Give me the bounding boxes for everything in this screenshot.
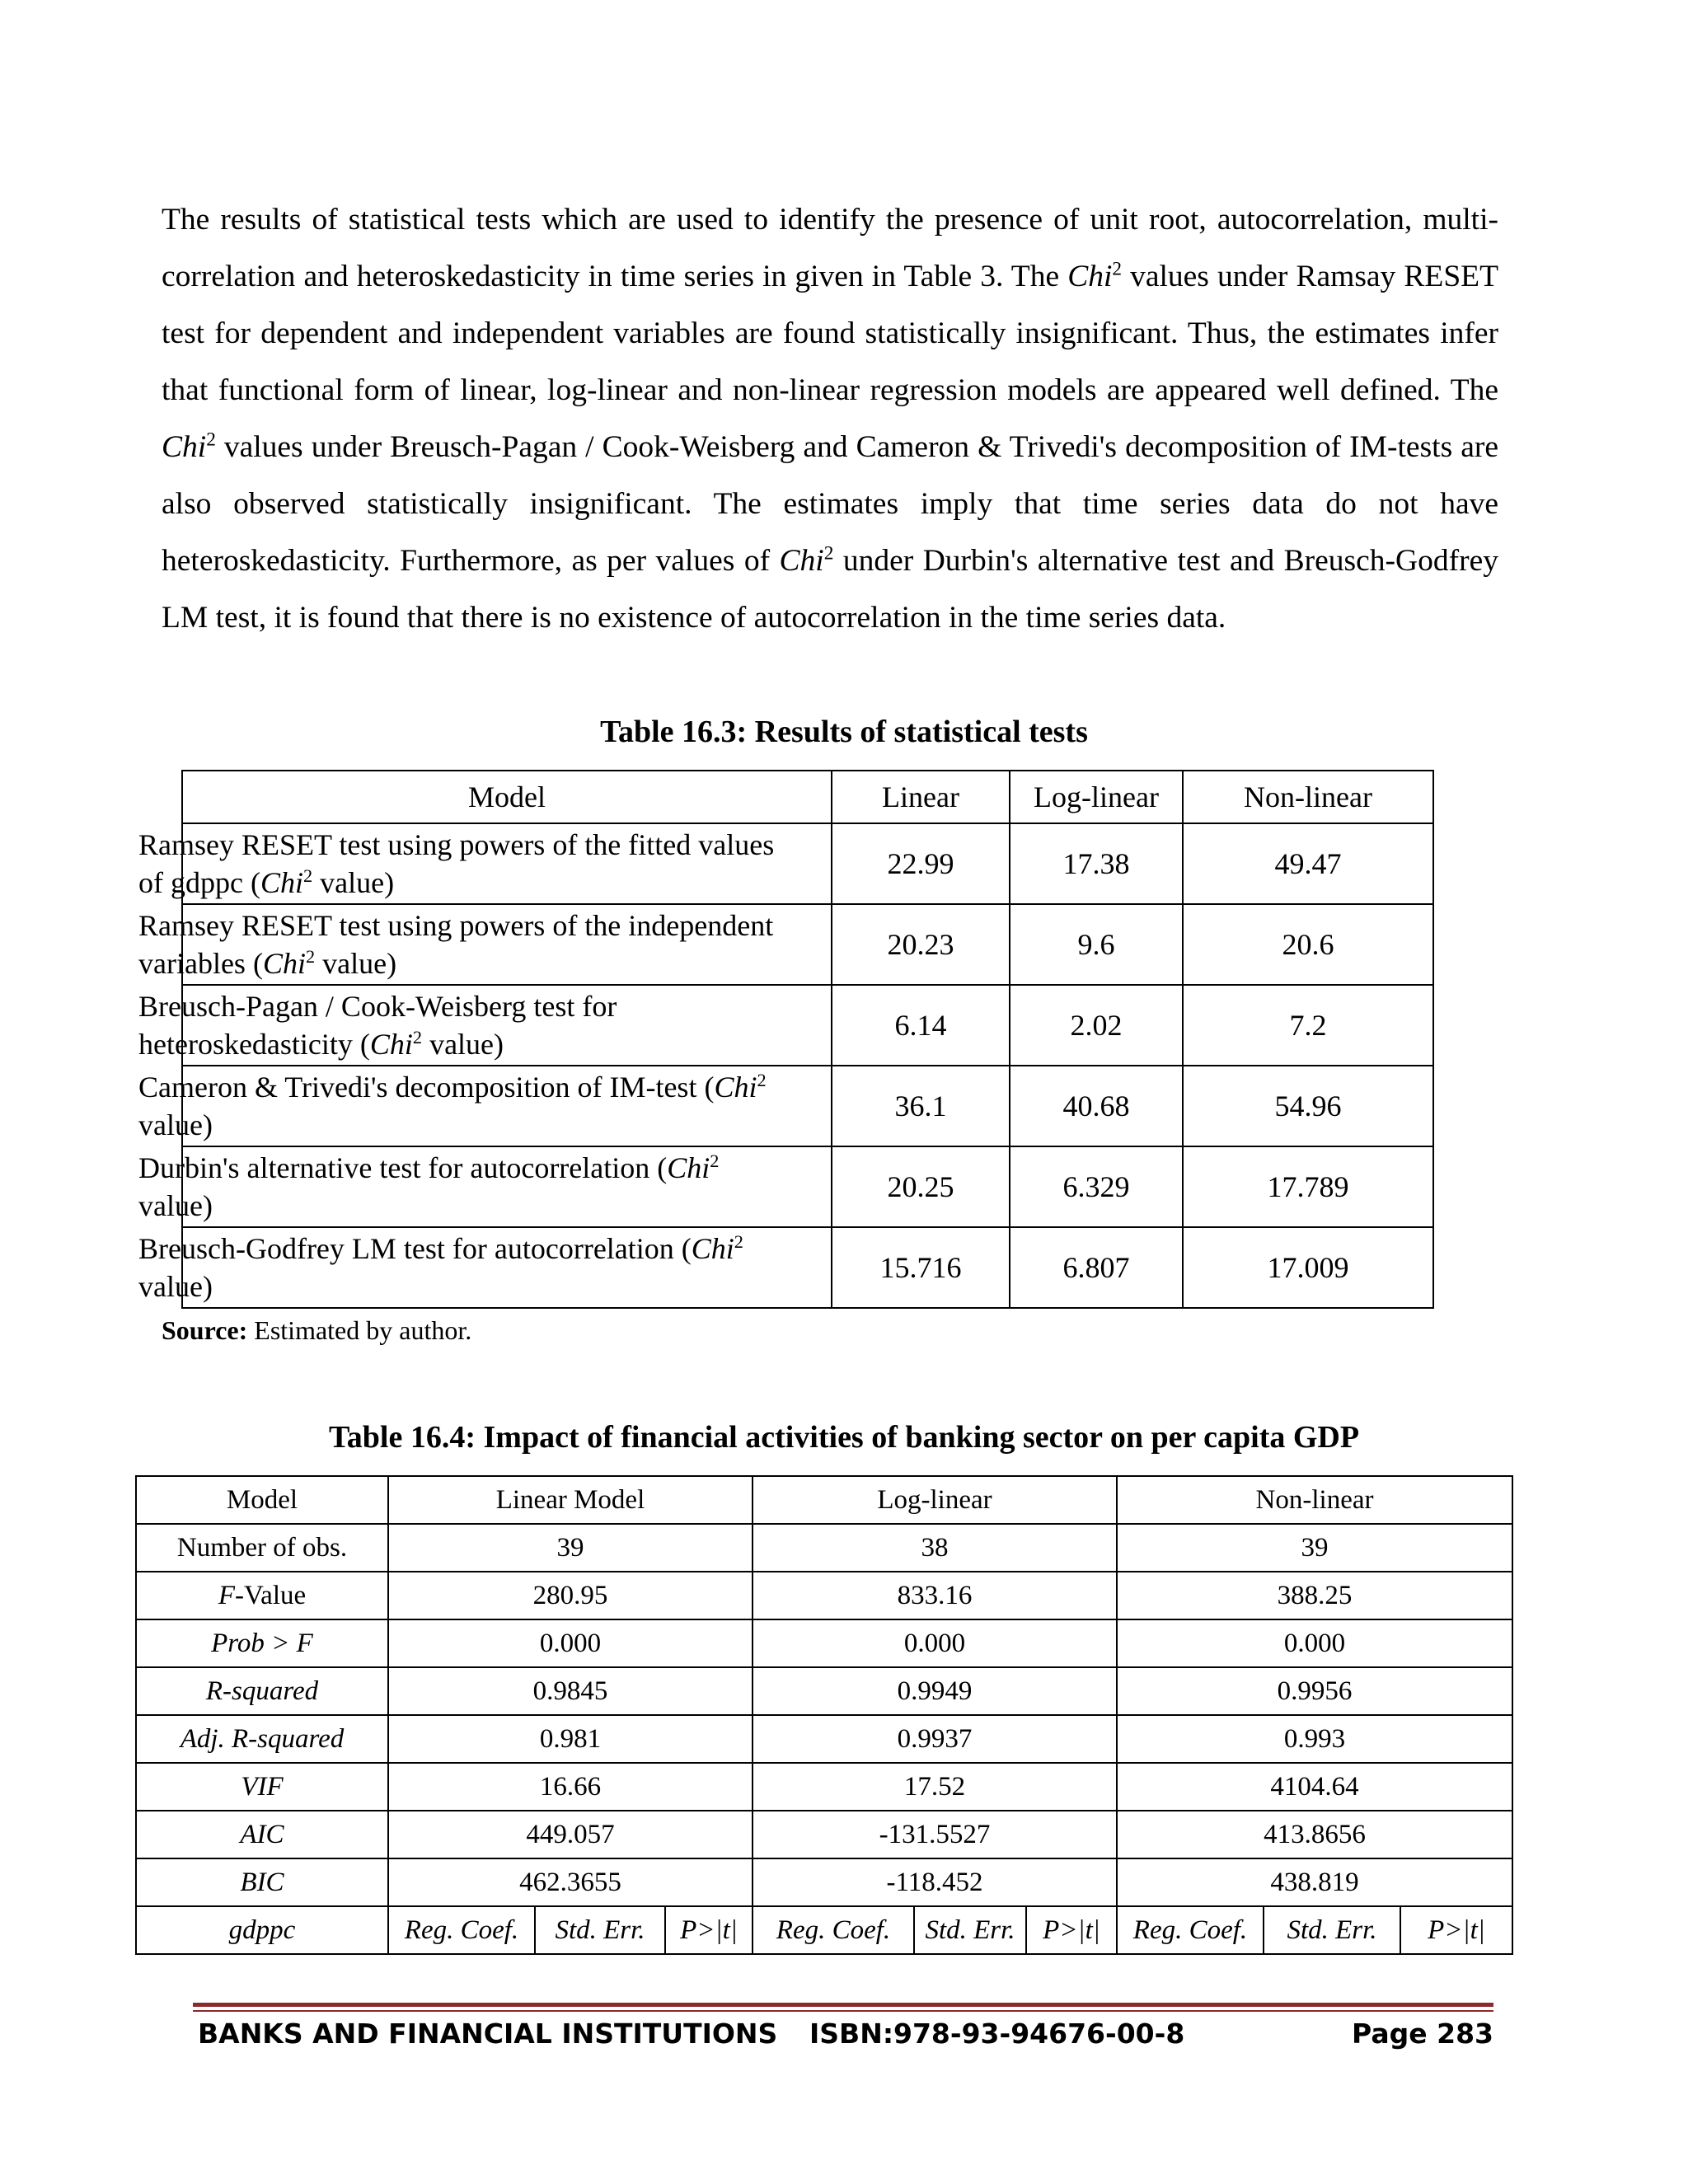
table-4-row-label: VIF [136, 1763, 388, 1811]
footer-title: BANKS AND FINANCIAL INSTITUTIONS [198, 2018, 778, 2050]
table-row [136, 1763, 1512, 1811]
table-4-row-label: Number of obs. [136, 1524, 388, 1572]
table-4-value-cell: 438.819 [1117, 1858, 1512, 1906]
table-row [136, 1811, 1512, 1858]
table-4-header-log-linear: Log-linear [753, 1476, 1117, 1524]
table-4-value-cell: 0.000 [1117, 1619, 1512, 1667]
table-4-value-cell: -131.5527 [753, 1811, 1117, 1858]
table-3-test-label: Breusch-Pagan / Cook-Weisberg test for heteroskedasticity (Chi$^2$ value) [182, 985, 832, 1066]
table-row [182, 1146, 1433, 1227]
table-4-row-label: F-Value [136, 1572, 388, 1619]
footer-rule-thin [193, 2010, 1493, 2012]
table-row [136, 1858, 1512, 1906]
table-4-row-label: BIC [136, 1858, 388, 1906]
table-row [182, 1227, 1433, 1308]
table-4-value-cell: 39 [388, 1524, 753, 1572]
table-3-test-label: Breusch-Godfrey LM test for autocorrelation (Chi$^2$ value) [182, 1227, 832, 1308]
table-3-value-cell: 20.23 [832, 904, 1010, 985]
table-4-subheader-cell: Reg. Coef. [753, 1906, 914, 1954]
table-4-value-cell: 16.66 [388, 1763, 753, 1811]
table-4-row-label: AIC [136, 1811, 388, 1858]
table-3-value-cell: 36.1 [832, 1066, 1010, 1146]
table-row [182, 823, 1433, 904]
table-4-header-model: Model [136, 1476, 388, 1524]
table-4-value-cell: 388.25 [1117, 1572, 1512, 1619]
table-3-value-cell: 6.807 [1010, 1227, 1183, 1308]
table-3-value-cell: 9.6 [1010, 904, 1183, 985]
table-row-gdppc [136, 1906, 1512, 1954]
footer-isbn: ISBN:978-93-94676-00-8 [809, 2018, 1185, 2050]
table-3-header-row [182, 771, 1433, 823]
table-3-value-cell: 20.25 [832, 1146, 1010, 1227]
table-3-value-cell: 22.99 [832, 823, 1010, 904]
table-row [136, 1667, 1512, 1715]
table-3-value-cell: 2.02 [1010, 985, 1183, 1066]
table-3-value-cell: 6.329 [1010, 1146, 1183, 1227]
table-4-header-non-linear: Non-linear [1117, 1476, 1512, 1524]
table-4-subheader-cell: P>|t| [1400, 1906, 1512, 1954]
table-4-value-cell: 462.3655 [388, 1858, 753, 1906]
table-3-test-label: Cameron & Trivedi's decomposition of IM-test (Chi$^2$ value) [182, 1066, 832, 1146]
table-row [182, 1066, 1433, 1146]
table-3-value-cell: 20.6 [1183, 904, 1433, 985]
table-4-value-cell: 4104.64 [1117, 1763, 1512, 1811]
table-3-value-cell: 54.96 [1183, 1066, 1433, 1146]
table-4-value-cell: 38 [753, 1524, 1117, 1572]
table-4-impact [135, 1475, 1513, 1955]
table-4-subheader-cell: Reg. Coef. [388, 1906, 535, 1954]
table-3-value-cell: 7.2 [1183, 985, 1433, 1066]
table-4-row-label: Adj. R-squared [136, 1715, 388, 1763]
table-row [136, 1572, 1512, 1619]
table-4-value-cell: 17.52 [753, 1763, 1117, 1811]
body-paragraph: The results of statistical tests which are used to identify the presence of unit root, autocorrelation, multi-correlation and heteroskedasticity in time series in given in Table 3. The Chi$^2$ values under Ramsay RESET test for dependent and independent variables are found statistically insignificant. Thus, the estimates infer that functional form of linear, log-linear and non-linear regression models are appeared well defined. The Chi$^2$ values under Breusch-Pagan / Cook-Weisberg and Cameron & Trivedi's decomposition of IM-tests are also observed statistically insignificant. The estimates imply that time series data do not have heteroskedasticity. Furthermore, as per values of Chi$^2$ under Durbin's alternative test and Breusch-Godfrey LM test, it is found that there is no existence of autocorrelation in the time series data. [162, 203, 1498, 635]
page-footer [198, 2018, 1493, 2059]
table-4-subheader-cell: Reg. Coef. [1117, 1906, 1264, 1954]
table-4-value-cell: 39 [1117, 1524, 1512, 1572]
table-3-caption: Table 16.3: Results of statistical tests [600, 715, 1088, 749]
table-4-value-cell: 413.8656 [1117, 1811, 1512, 1858]
table-3-header-model: Model [182, 771, 832, 823]
footer-page-number: Page 283 [1352, 2018, 1493, 2050]
table-4-value-cell: 0.993 [1117, 1715, 1512, 1763]
source-note: Source: Estimated by author. [162, 1315, 472, 1345]
table-3-value-cell: 17.789 [1183, 1146, 1433, 1227]
table-3-test-label: Durbin's alternative test for autocorrelation (Chi$^2$ value) [182, 1146, 832, 1227]
table-4-header-row [136, 1476, 1512, 1524]
table-row [182, 985, 1433, 1066]
table-3-test-label: Ramsey RESET test using powers of the independent variables (Chi$^2$ value) [182, 904, 832, 985]
table-4-header-linear: Linear Model [388, 1476, 753, 1524]
table-4-value-cell: 0.9949 [753, 1667, 1117, 1715]
table-4-value-cell: 449.057 [388, 1811, 753, 1858]
table-3-test-label: Ramsey RESET test using powers of the fitted values of gdppc (Chi$^2$ value) [182, 823, 832, 904]
table-3-value-cell: 40.68 [1010, 1066, 1183, 1146]
table-3-header-non-linear: Non-linear [1183, 771, 1433, 823]
table-4-value-cell: 0.9956 [1117, 1667, 1512, 1715]
table-3-value-cell: 15.716 [832, 1227, 1010, 1308]
table-row [182, 904, 1433, 985]
table-4-subheader-cell: Std. Err. [914, 1906, 1026, 1954]
table-4-value-cell: 280.95 [388, 1572, 753, 1619]
table-4-value-cell: 833.16 [753, 1572, 1117, 1619]
table-4-subheader-cell: P>|t| [665, 1906, 753, 1954]
table-4-value-cell: 0.981 [388, 1715, 753, 1763]
table-row [136, 1715, 1512, 1763]
table-4-value-cell: 0.9937 [753, 1715, 1117, 1763]
table-3-value-cell: 49.47 [1183, 823, 1433, 904]
table-3-header-linear: Linear [832, 771, 1010, 823]
table-4-caption: Table 16.4: Impact of financial activities of banking sector on per capita GDP [328, 1420, 1360, 1455]
table-4-subheader-cell: P>|t| [1026, 1906, 1117, 1954]
table-4-row-label: Prob > F [136, 1619, 388, 1667]
table-3-statistical-tests [138, 770, 1434, 1309]
footer-rule [193, 2003, 1493, 2007]
table-4-value-cell: -118.452 [753, 1858, 1117, 1906]
table-4-value-cell: 0.000 [753, 1619, 1117, 1667]
table-4-row-label: R-squared [136, 1667, 388, 1715]
table-4-row-label: gdppc [136, 1906, 388, 1954]
table-4-subheader-cell: Std. Err. [1264, 1906, 1400, 1954]
table-3-value-cell: 17.38 [1010, 823, 1183, 904]
table-4-subheader-cell: Std. Err. [535, 1906, 665, 1954]
table-4-value-cell: 0.9845 [388, 1667, 753, 1715]
table-3-value-cell: 6.14 [832, 985, 1010, 1066]
table-4-value-cell: 0.000 [388, 1619, 753, 1667]
table-row [136, 1619, 1512, 1667]
table-3-value-cell: 17.009 [1183, 1227, 1433, 1308]
table-3-header-log-linear: Log-linear [1010, 771, 1183, 823]
table-row [136, 1524, 1512, 1572]
